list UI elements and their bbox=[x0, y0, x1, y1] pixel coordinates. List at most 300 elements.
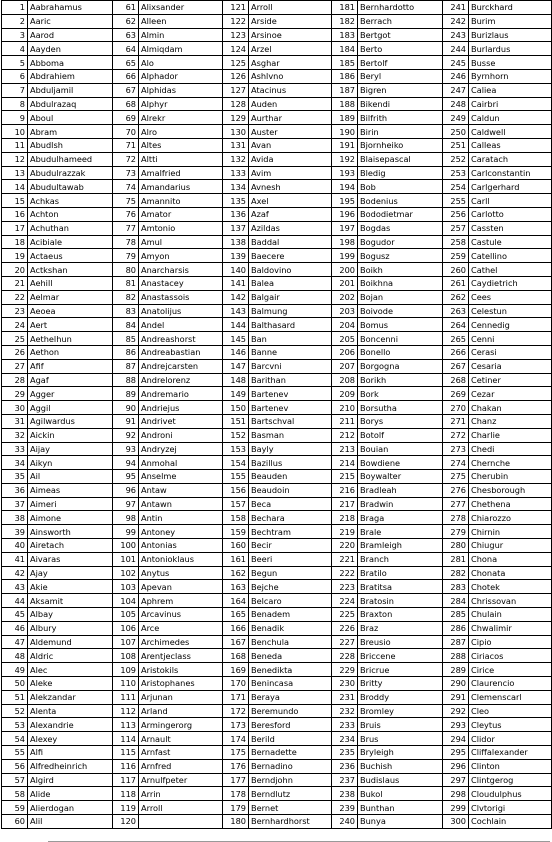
entry-number: 201 bbox=[332, 276, 358, 290]
entry-name: Aleke bbox=[28, 677, 113, 691]
entry-name: Bertgot bbox=[358, 28, 443, 42]
table-row bbox=[2, 635, 552, 649]
entry-name: Berrach bbox=[358, 14, 443, 28]
table-row bbox=[2, 387, 552, 401]
entry-name: Bryleigh bbox=[358, 746, 443, 760]
entry-number: 20 bbox=[2, 263, 28, 277]
entry-name: Busse bbox=[469, 56, 552, 70]
entry-name: Carlgerhard bbox=[469, 180, 552, 194]
entry-number: 135 bbox=[223, 194, 249, 208]
entry-name: Alil bbox=[28, 815, 113, 829]
entry-name: Afif bbox=[28, 359, 113, 373]
entry-number: 75 bbox=[113, 194, 139, 208]
entry-name: Aert bbox=[28, 318, 113, 332]
entry-name: Burlardus bbox=[469, 42, 552, 56]
entry-number: 31 bbox=[2, 414, 28, 428]
entry-number: 231 bbox=[332, 690, 358, 704]
entry-number: 112 bbox=[113, 704, 139, 718]
entry-number: 53 bbox=[2, 718, 28, 732]
entry-name: Amalfried bbox=[139, 166, 223, 180]
entry-number: 145 bbox=[223, 332, 249, 346]
entry-name: Abboma bbox=[28, 56, 113, 70]
entry-name: Alro bbox=[139, 125, 223, 139]
entry-number: 185 bbox=[332, 56, 358, 70]
entry-name bbox=[139, 815, 223, 829]
table-row bbox=[2, 42, 552, 56]
entry-number: 4 bbox=[2, 42, 28, 56]
entry-number: 261 bbox=[443, 276, 469, 290]
entry-name: Alfredheinrich bbox=[28, 759, 113, 773]
entry-name: Apevan bbox=[139, 580, 223, 594]
entry-name: Briccene bbox=[358, 649, 443, 663]
entry-name: Amator bbox=[139, 207, 223, 221]
entry-number: 187 bbox=[332, 83, 358, 97]
entry-number: 215 bbox=[332, 470, 358, 484]
entry-number: 213 bbox=[332, 442, 358, 456]
entry-number: 172 bbox=[223, 704, 249, 718]
entry-name: Achuthan bbox=[28, 221, 113, 235]
entry-number: 30 bbox=[2, 401, 28, 415]
entry-name: Agger bbox=[28, 387, 113, 401]
entry-number: 167 bbox=[223, 635, 249, 649]
table-row bbox=[2, 511, 552, 525]
entry-name: Borsutha bbox=[358, 401, 443, 415]
entry-number: 217 bbox=[332, 497, 358, 511]
entry-number: 49 bbox=[2, 663, 28, 677]
entry-name: Aijay bbox=[28, 442, 113, 456]
entry-name: Bukol bbox=[358, 787, 443, 801]
entry-name: Arcavinus bbox=[139, 608, 223, 622]
entry-number: 148 bbox=[223, 373, 249, 387]
entry-number: 104 bbox=[113, 594, 139, 608]
entry-number: 263 bbox=[443, 304, 469, 318]
entry-number: 127 bbox=[223, 83, 249, 97]
entry-number: 16 bbox=[2, 207, 28, 221]
entry-name: Abdulrazaq bbox=[28, 97, 113, 111]
entry-number: 71 bbox=[113, 138, 139, 152]
entry-name: Broddy bbox=[358, 690, 443, 704]
entry-number: 152 bbox=[223, 428, 249, 442]
entry-name: Clidor bbox=[469, 732, 552, 746]
entry-number: 299 bbox=[443, 801, 469, 815]
table-row bbox=[2, 746, 552, 760]
entry-name: Bratosin bbox=[358, 594, 443, 608]
entry-name: Alexandrie bbox=[28, 718, 113, 732]
entry-name: Aabrahamus bbox=[28, 1, 113, 15]
entry-number: 291 bbox=[443, 690, 469, 704]
entry-name: Baddal bbox=[249, 235, 332, 249]
entry-number: 42 bbox=[2, 566, 28, 580]
entry-name: Beeri bbox=[249, 552, 332, 566]
entry-name: Aikyn bbox=[28, 456, 113, 470]
entry-number: 143 bbox=[223, 304, 249, 318]
entry-name: Carlconstantin bbox=[469, 166, 552, 180]
entry-number: 234 bbox=[332, 732, 358, 746]
entry-name: Chonata bbox=[469, 566, 552, 580]
entry-number: 52 bbox=[2, 704, 28, 718]
entry-number: 66 bbox=[113, 69, 139, 83]
entry-number: 88 bbox=[113, 373, 139, 387]
entry-number: 76 bbox=[113, 207, 139, 221]
entry-number: 216 bbox=[332, 483, 358, 497]
entry-number: 197 bbox=[332, 221, 358, 235]
entry-number: 29 bbox=[2, 387, 28, 401]
entry-name: Ban bbox=[249, 332, 332, 346]
entry-name: Balea bbox=[249, 276, 332, 290]
entry-number: 252 bbox=[443, 152, 469, 166]
entry-name: Cherubin bbox=[469, 470, 552, 484]
entry-number: 131 bbox=[223, 138, 249, 152]
entry-number: 80 bbox=[113, 263, 139, 277]
entry-name: Azildas bbox=[249, 221, 332, 235]
entry-number: 220 bbox=[332, 539, 358, 553]
entry-name: Andreabastian bbox=[139, 345, 223, 359]
entry-name: Ainsworth bbox=[28, 525, 113, 539]
entry-name: Boncenni bbox=[358, 332, 443, 346]
entry-number: 68 bbox=[113, 97, 139, 111]
entry-name: Antaw bbox=[139, 483, 223, 497]
entry-name: Baldovino bbox=[249, 263, 332, 277]
entry-number: 36 bbox=[2, 483, 28, 497]
entry-name: Charlie bbox=[469, 428, 552, 442]
entry-name: Caydietrich bbox=[469, 276, 552, 290]
table-row bbox=[2, 304, 552, 318]
entry-name: Bayly bbox=[249, 442, 332, 456]
entry-name: Caldwell bbox=[469, 125, 552, 139]
entry-name: Aimeas bbox=[28, 483, 113, 497]
entry-name: Avim bbox=[249, 166, 332, 180]
entry-name: Aeoea bbox=[28, 304, 113, 318]
entry-name: Alierdogan bbox=[28, 801, 113, 815]
entry-number: 24 bbox=[2, 318, 28, 332]
entry-number: 56 bbox=[2, 759, 28, 773]
entry-number: 259 bbox=[443, 249, 469, 263]
entry-number: 51 bbox=[2, 690, 28, 704]
entry-name: Castule bbox=[469, 235, 552, 249]
entry-number: 204 bbox=[332, 318, 358, 332]
table-row bbox=[2, 166, 552, 180]
entry-number: 69 bbox=[113, 111, 139, 125]
entry-number: 256 bbox=[443, 207, 469, 221]
entry-number: 133 bbox=[223, 166, 249, 180]
entry-name: Catellino bbox=[469, 249, 552, 263]
entry-number: 159 bbox=[223, 525, 249, 539]
entry-name: Borikh bbox=[358, 373, 443, 387]
entry-number: 58 bbox=[2, 787, 28, 801]
entry-number: 1 bbox=[2, 1, 28, 15]
entry-number: 164 bbox=[223, 594, 249, 608]
entry-number: 147 bbox=[223, 359, 249, 373]
entry-number: 116 bbox=[113, 759, 139, 773]
entry-number: 117 bbox=[113, 773, 139, 787]
entry-name: Cirice bbox=[469, 663, 552, 677]
entry-name: Bradwin bbox=[358, 497, 443, 511]
entry-name: Arland bbox=[139, 704, 223, 718]
entry-name: Algird bbox=[28, 773, 113, 787]
entry-number: 114 bbox=[113, 732, 139, 746]
entry-number: 78 bbox=[113, 235, 139, 249]
entry-name: Chiarozzo bbox=[469, 511, 552, 525]
entry-number: 288 bbox=[443, 649, 469, 663]
entry-number: 174 bbox=[223, 732, 249, 746]
entry-number: 37 bbox=[2, 497, 28, 511]
entry-number: 35 bbox=[2, 470, 28, 484]
entry-name: Aimone bbox=[28, 511, 113, 525]
table-row bbox=[2, 815, 552, 829]
entry-number: 77 bbox=[113, 221, 139, 235]
entry-number: 132 bbox=[223, 152, 249, 166]
entry-name: Arsinoe bbox=[249, 28, 332, 42]
table-row bbox=[2, 207, 552, 221]
entry-number: 5 bbox=[2, 56, 28, 70]
entry-number: 295 bbox=[443, 746, 469, 760]
entry-number: 149 bbox=[223, 387, 249, 401]
entry-name: Beauden bbox=[249, 470, 332, 484]
entry-name: Bramleigh bbox=[358, 539, 443, 553]
entry-number: 105 bbox=[113, 608, 139, 622]
entry-name: Andreashorst bbox=[139, 332, 223, 346]
entry-name: Amandarius bbox=[139, 180, 223, 194]
entry-name: Aethon bbox=[28, 345, 113, 359]
entry-name: Borys bbox=[358, 414, 443, 428]
entry-name: Alrekr bbox=[139, 111, 223, 125]
entry-number: 270 bbox=[443, 401, 469, 415]
entry-name: Aggil bbox=[28, 401, 113, 415]
entry-number: 67 bbox=[113, 83, 139, 97]
entry-number: 150 bbox=[223, 401, 249, 415]
table-row bbox=[2, 125, 552, 139]
entry-number: 286 bbox=[443, 621, 469, 635]
entry-number: 103 bbox=[113, 580, 139, 594]
entry-name: Boywalter bbox=[358, 470, 443, 484]
entry-number: 125 bbox=[223, 56, 249, 70]
entry-number: 200 bbox=[332, 263, 358, 277]
entry-number: 282 bbox=[443, 566, 469, 580]
entry-name: Aaric bbox=[28, 14, 113, 28]
entry-name: Cerasi bbox=[469, 345, 552, 359]
entry-name: Bromley bbox=[358, 704, 443, 718]
entry-number: 14 bbox=[2, 180, 28, 194]
entry-number: 15 bbox=[2, 194, 28, 208]
entry-name: Avida bbox=[249, 152, 332, 166]
entry-name: Benchula bbox=[249, 635, 332, 649]
entry-name: Abudulhameed bbox=[28, 152, 113, 166]
entry-name: Anmohal bbox=[139, 456, 223, 470]
table-row bbox=[2, 525, 552, 539]
table-row bbox=[2, 497, 552, 511]
entry-number: 106 bbox=[113, 621, 139, 635]
entry-name: Aelmar bbox=[28, 290, 113, 304]
entry-number: 134 bbox=[223, 180, 249, 194]
entry-name: Bunthan bbox=[358, 801, 443, 815]
entry-number: 242 bbox=[443, 14, 469, 28]
entry-number: 12 bbox=[2, 152, 28, 166]
entry-number: 155 bbox=[223, 470, 249, 484]
entry-number: 94 bbox=[113, 456, 139, 470]
entry-name: Andrejcarsten bbox=[139, 359, 223, 373]
entry-number: 3 bbox=[2, 28, 28, 42]
entry-name: Ajay bbox=[28, 566, 113, 580]
entry-number: 21 bbox=[2, 276, 28, 290]
entry-name: Benadem bbox=[249, 608, 332, 622]
entry-name: Ciriacos bbox=[469, 649, 552, 663]
table-row bbox=[2, 580, 552, 594]
entry-number: 65 bbox=[113, 56, 139, 70]
entry-number: 300 bbox=[443, 815, 469, 829]
entry-name: Bricrue bbox=[358, 663, 443, 677]
entry-name: Anastacey bbox=[139, 276, 223, 290]
entry-name: Bernhardhorst bbox=[249, 815, 332, 829]
entry-number: 84 bbox=[113, 318, 139, 332]
entry-number: 255 bbox=[443, 194, 469, 208]
entry-number: 258 bbox=[443, 235, 469, 249]
entry-number: 225 bbox=[332, 608, 358, 622]
entry-name: Auden bbox=[249, 97, 332, 111]
entry-number: 266 bbox=[443, 345, 469, 359]
entry-number: 47 bbox=[2, 635, 28, 649]
entry-name: Banne bbox=[249, 345, 332, 359]
entry-name: Chotek bbox=[469, 580, 552, 594]
entry-name: Belcaro bbox=[249, 594, 332, 608]
entry-number: 184 bbox=[332, 42, 358, 56]
entry-name: Beresford bbox=[249, 718, 332, 732]
entry-number: 39 bbox=[2, 525, 28, 539]
entry-number: 233 bbox=[332, 718, 358, 732]
entry-name: Clintgerog bbox=[469, 773, 552, 787]
entry-name: Bogudor bbox=[358, 235, 443, 249]
entry-number: 138 bbox=[223, 235, 249, 249]
entry-number: 188 bbox=[332, 97, 358, 111]
entry-name: Aldric bbox=[28, 649, 113, 663]
entry-name: Brale bbox=[358, 525, 443, 539]
entry-number: 262 bbox=[443, 290, 469, 304]
entry-name: Cesaria bbox=[469, 359, 552, 373]
entry-name: Bodenius bbox=[358, 194, 443, 208]
entry-name: Armingerorg bbox=[139, 718, 223, 732]
entry-name: Albay bbox=[28, 608, 113, 622]
entry-name: Breusio bbox=[358, 635, 443, 649]
table-row bbox=[2, 649, 552, 663]
entry-name: Clemenscarl bbox=[469, 690, 552, 704]
table-row bbox=[2, 318, 552, 332]
entry-number: 166 bbox=[223, 621, 249, 635]
entry-number: 268 bbox=[443, 373, 469, 387]
entry-number: 26 bbox=[2, 345, 28, 359]
entry-name: Bork bbox=[358, 387, 443, 401]
entry-number: 283 bbox=[443, 580, 469, 594]
entry-number: 210 bbox=[332, 401, 358, 415]
table-row bbox=[2, 483, 552, 497]
entry-name: Alekzandar bbox=[28, 690, 113, 704]
entry-name: Chwalimir bbox=[469, 621, 552, 635]
entry-name: Arjunan bbox=[139, 690, 223, 704]
entry-number: 182 bbox=[332, 14, 358, 28]
entry-number: 163 bbox=[223, 580, 249, 594]
entry-number: 236 bbox=[332, 759, 358, 773]
entry-name: Berndlutz bbox=[249, 787, 332, 801]
entry-number: 129 bbox=[223, 111, 249, 125]
table-row bbox=[2, 566, 552, 580]
entry-name: Avan bbox=[249, 138, 332, 152]
entry-number: 296 bbox=[443, 759, 469, 773]
entry-number: 142 bbox=[223, 290, 249, 304]
entry-name: Burim bbox=[469, 14, 552, 28]
entry-name: Bonello bbox=[358, 345, 443, 359]
entry-name: Aksamit bbox=[28, 594, 113, 608]
entry-number: 89 bbox=[113, 387, 139, 401]
entry-number: 191 bbox=[332, 138, 358, 152]
entry-name: Airetach bbox=[28, 539, 113, 553]
entry-number: 46 bbox=[2, 621, 28, 635]
entry-name: Braxton bbox=[358, 608, 443, 622]
entry-number: 235 bbox=[332, 746, 358, 760]
entry-name: Cassten bbox=[469, 221, 552, 235]
entry-name: Budislaus bbox=[358, 773, 443, 787]
entry-name: Almin bbox=[139, 28, 223, 42]
entry-name: Clinton bbox=[469, 759, 552, 773]
entry-number: 93 bbox=[113, 442, 139, 456]
entry-number: 34 bbox=[2, 456, 28, 470]
entry-number: 126 bbox=[223, 69, 249, 83]
entry-number: 260 bbox=[443, 263, 469, 277]
entry-name: Bertolf bbox=[358, 56, 443, 70]
entry-name: Balmung bbox=[249, 304, 332, 318]
table-row bbox=[2, 14, 552, 28]
entry-number: 90 bbox=[113, 401, 139, 415]
entry-name: Antawn bbox=[139, 497, 223, 511]
entry-name: Chiugur bbox=[469, 539, 552, 553]
entry-number: 287 bbox=[443, 635, 469, 649]
entry-number: 13 bbox=[2, 166, 28, 180]
entry-number: 96 bbox=[113, 483, 139, 497]
entry-number: 257 bbox=[443, 221, 469, 235]
entry-name: Albury bbox=[28, 621, 113, 635]
entry-name: Carll bbox=[469, 194, 552, 208]
entry-number: 165 bbox=[223, 608, 249, 622]
entry-name: Berto bbox=[358, 42, 443, 56]
entry-name: Bernet bbox=[249, 801, 332, 815]
entry-name: Arside bbox=[249, 14, 332, 28]
entry-number: 199 bbox=[332, 249, 358, 263]
entry-name: Aickin bbox=[28, 428, 113, 442]
entry-number: 10 bbox=[2, 125, 28, 139]
entry-number: 87 bbox=[113, 359, 139, 373]
entry-name: Cathel bbox=[469, 263, 552, 277]
entry-number: 160 bbox=[223, 539, 249, 553]
entry-number: 278 bbox=[443, 511, 469, 525]
entry-name: Britty bbox=[358, 677, 443, 691]
entry-name: Amyon bbox=[139, 249, 223, 263]
entry-number: 211 bbox=[332, 414, 358, 428]
table-row bbox=[2, 373, 552, 387]
entry-number: 294 bbox=[443, 732, 469, 746]
table-row bbox=[2, 552, 552, 566]
entry-number: 247 bbox=[443, 83, 469, 97]
entry-number: 11 bbox=[2, 138, 28, 152]
entry-name: Alleen bbox=[139, 14, 223, 28]
entry-number: 141 bbox=[223, 276, 249, 290]
table-row bbox=[2, 663, 552, 677]
entry-number: 25 bbox=[2, 332, 28, 346]
entry-number: 267 bbox=[443, 359, 469, 373]
entry-number: 221 bbox=[332, 552, 358, 566]
entry-name: Benedikta bbox=[249, 663, 332, 677]
table-row bbox=[2, 180, 552, 194]
entry-number: 8 bbox=[2, 97, 28, 111]
entry-name: Auster bbox=[249, 125, 332, 139]
entry-name: Boikhna bbox=[358, 276, 443, 290]
entry-number: 122 bbox=[223, 14, 249, 28]
